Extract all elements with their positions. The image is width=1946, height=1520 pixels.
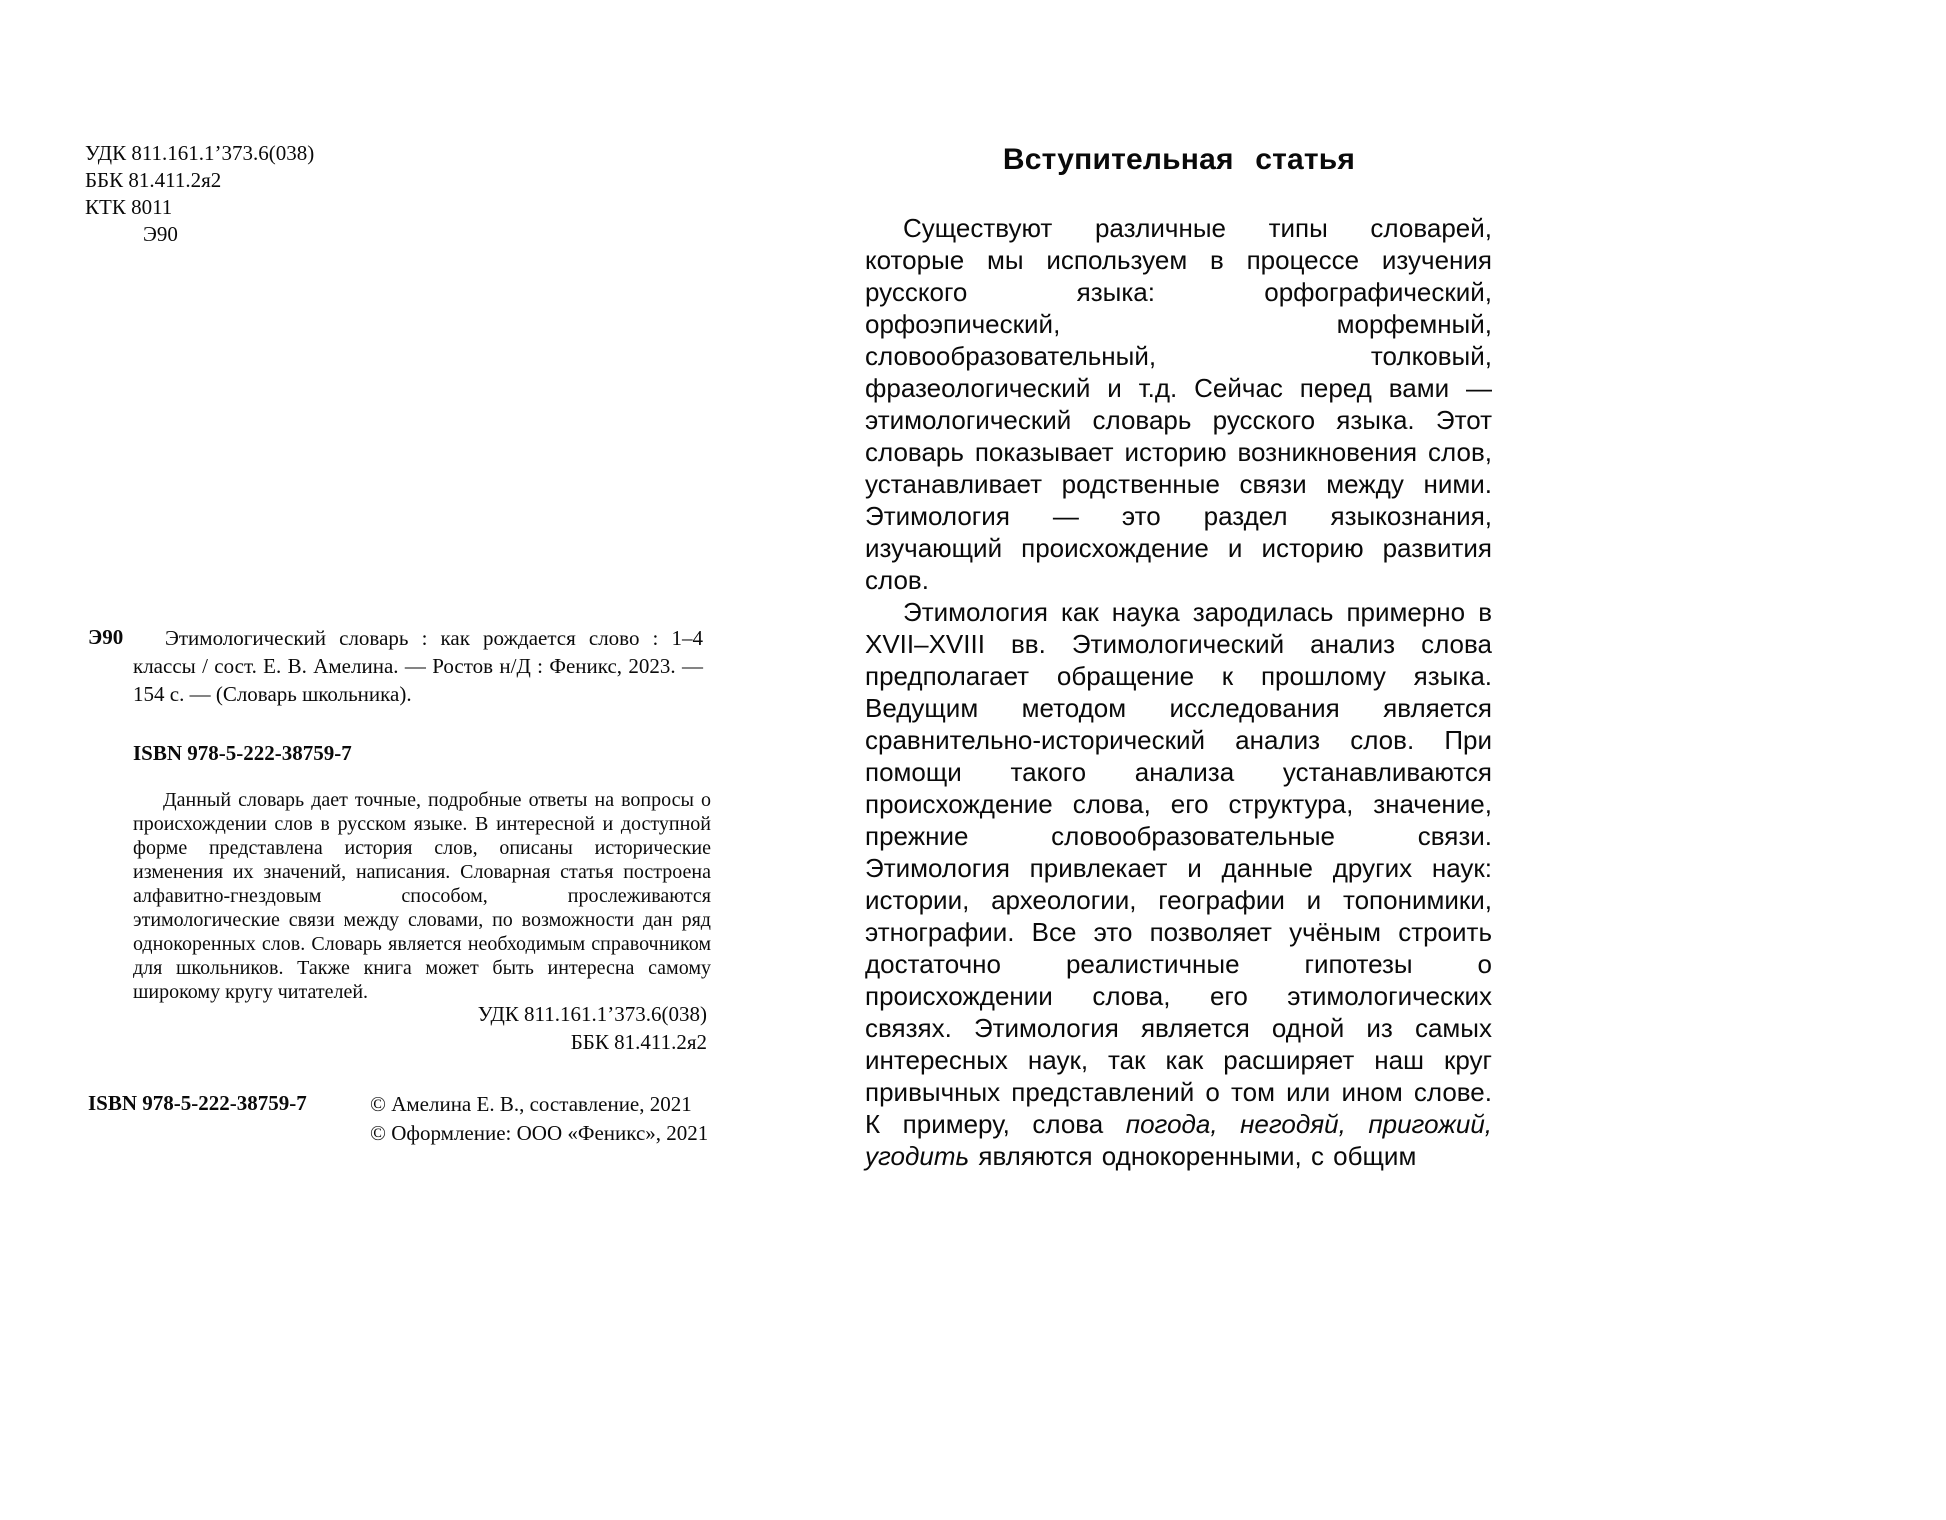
bbk-code-top: ББК 81.411.2я2 [85, 168, 222, 192]
bibliographic-codes-top [85, 140, 314, 248]
intro-paragraph [865, 596, 1492, 1172]
text-run: Существуют различные типы словарей, которые мы используем в процессе изучения русского языка: орфографический, орфоэпический, морфемный, словообразовательный, толковый, фразеологический и т.д. Сейчас перед вами — этимологический словарь русского языка. Этот словарь показывает историю возникновения слов, устанавливает родственные связи между ними. Этимология — это раздел языкознания, изучающий происхождение и историю развития слов. [865, 213, 1492, 595]
intro-body-text [865, 212, 1492, 1172]
udc-code-bottom: УДК 811.161.1’373.6(038) [477, 1002, 707, 1026]
ktk-code: КТК 8011 [85, 195, 173, 219]
udc-code-top: УДК 811.161.1’373.6(038) [85, 141, 315, 165]
imprint-bottom-row [85, 1090, 713, 1160]
bbk-code-bottom: ББК 81.411.2я2 [570, 1030, 707, 1054]
isbn-number-top: ISBN 978-5-222-38759-7 [133, 741, 352, 765]
copyright-compiler: © Амелина Е. В., составление, 2021 [370, 1092, 692, 1116]
author-sign-code: Э90 [143, 222, 178, 246]
text-run: Этимология как наука зародилась примерно в XVII–XVIII вв. Этимологический анализ слова предполагает обращение к прошлому языка. Ведущим методом исследования является сравнительно-исторический анализ слов. При помощи такого анализа устанавливаются происхождение слова, его структура, значение, прежние словообразовательные связи. Этимология привлекает и данные других наук: истории, археологии, географии и топонимики, этнографии. Все это позволяет учёным строить достаточно реалистичные гипотезы о происхождении слова, его этимологических связях. Этимология является одной из самых интересных наук, так как расширяет наш круг привычных представлений о том или ином слове. К примеру, слова [865, 597, 1492, 1139]
isbn-number-bottom: ISBN 978-5-222-38759-7 [88, 1091, 307, 1115]
page-title: Вступительная статья [1002, 143, 1356, 176]
italic-text-run: погода, негодяй, пригожий, угодить [865, 1109, 1493, 1171]
book-annotation: Данный словарь дает точные, подробные ответы на вопросы о происхождении слов в русском языке. В интересной и доступной форме представлена история слов, описаны исторические изменения их значений, написания. Словарная статья построена алфавитно-гнездовым способом, прослеживаются этимологические связи между словами, по возможности дан ряд однокоренных слов. Словарь является необходимым справочником для школьников. Также книга может быть интересна самому широкому кругу читателей. [133, 789, 711, 1003]
imprint-page [85, 0, 713, 1520]
copyright-design: © Оформление: ООО «Феникс», 2021 [370, 1121, 709, 1145]
bibliographic-codes-bottom [85, 1000, 707, 1056]
copyright-block [370, 1090, 708, 1148]
catalog-entry [85, 624, 705, 708]
intro-article-page [865, 0, 1493, 1520]
intro-paragraph [865, 212, 1492, 596]
catalog-entry-text: Этимологический словарь : как рождается слово : 1–4 классы / сост. Е. В. Амелина. — Ростов н/Д : Феникс, 2023. — 154 с. — (Словарь школьника). [133, 626, 703, 706]
catalog-index: Э90 [88, 625, 124, 649]
text-run: являются однокоренными, с общим [969, 1141, 1417, 1171]
